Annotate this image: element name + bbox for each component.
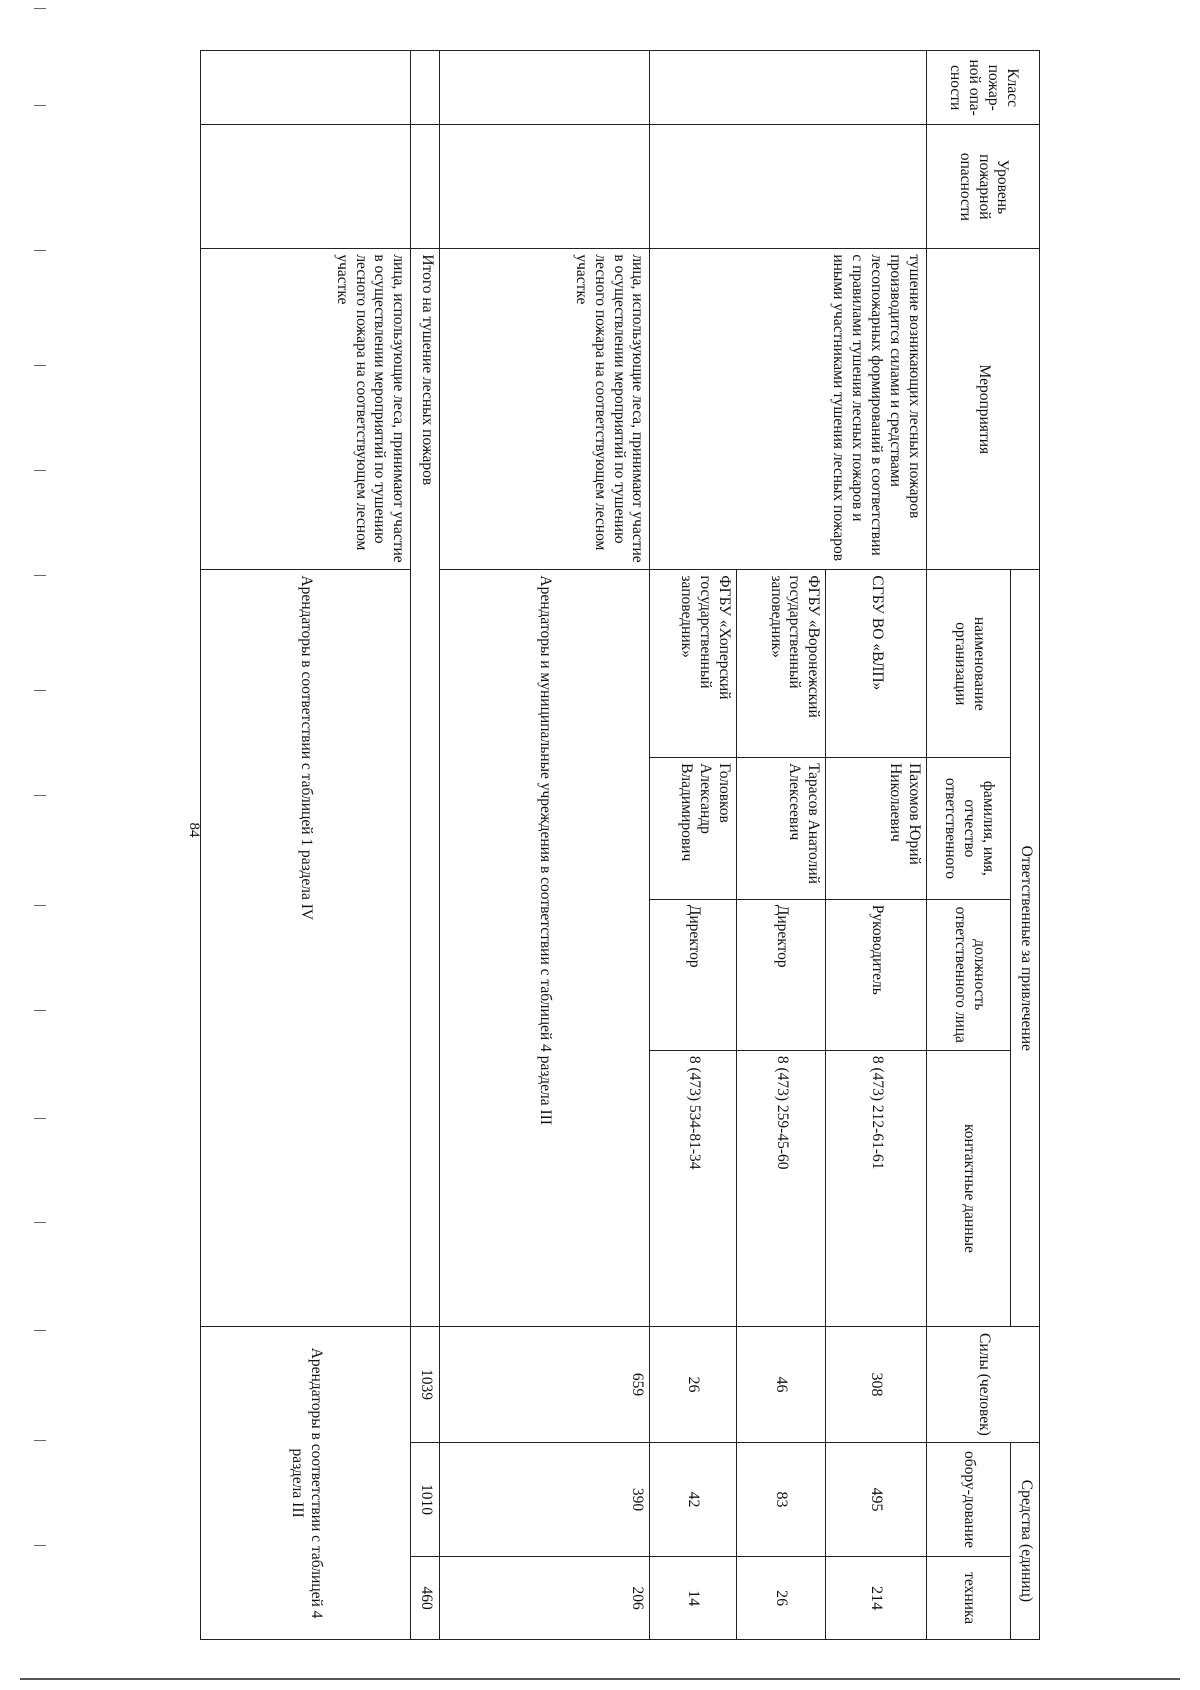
- position-cell: Директор: [650, 899, 736, 1050]
- machinery-cell: 206: [440, 1557, 650, 1640]
- class-cell: [440, 51, 650, 125]
- class-cell: [650, 51, 927, 125]
- table-viewport: [200, 50, 1040, 1640]
- org-cell: ФГБУ «Хоперский государственный заповедник»: [650, 570, 736, 758]
- header-forces: Силы (человек): [927, 1327, 1040, 1443]
- table-row: [826, 51, 927, 1640]
- header-machinery: техника: [927, 1557, 1011, 1640]
- responsible-cell: Арендаторы и муниципальные учреждения в соответствии с таблицей 4 раздела III: [440, 570, 650, 1327]
- person-cell: Тарасов Анатолий Алексеевич: [736, 758, 826, 900]
- measure-cell: лица, использующие леса, принимают участие в осуществлении мероприятий по тушению лесного пожара на соответствующем лесном участке: [440, 249, 650, 570]
- person-cell: Пахомов Юрий Николаевич: [826, 758, 927, 900]
- fire-plan-table: [200, 50, 1040, 1640]
- header-org-name: наименование организации: [927, 570, 1011, 758]
- position-cell: Руководитель: [826, 899, 927, 1050]
- rotated-table-container: [200, 50, 1040, 1640]
- total-equipment: 1010: [411, 1442, 440, 1557]
- equipment-cell: 390: [440, 1442, 650, 1557]
- position-cell: Директор: [736, 899, 826, 1050]
- header-measures: Мероприятия: [927, 249, 1040, 570]
- total-forces: 1039: [411, 1327, 440, 1443]
- responsible-cell: Арендаторы в соответствии с таблицей 1 раздела IV: [201, 570, 411, 1327]
- forces-cell: 46: [736, 1327, 826, 1443]
- table-row: [201, 51, 411, 1640]
- person-cell: Головков Александр Владимирович: [650, 758, 736, 900]
- forces-cell: 308: [826, 1327, 927, 1443]
- equipment-cell: 42: [650, 1442, 736, 1557]
- total-row: [411, 51, 440, 1640]
- org-cell: ФГБУ «Воронежский государственный заповедник»: [736, 570, 826, 758]
- header-responsible: Ответственные за привлечение: [1011, 570, 1040, 1327]
- equipment-cell: 495: [826, 1442, 927, 1557]
- header-position: должность ответственного лица: [927, 899, 1011, 1050]
- measure-cell: тушение возникающих лесных пожаров производится силами и средствами лесопожарных формирований в соответствии с правилами тушения лесных пожаров и иными участниками тушения лесных пожаров: [650, 249, 927, 570]
- header-person-name: фамилия, имя, отчество ответственного: [927, 758, 1011, 900]
- total-label: Итого на тушение лесных пожаров: [411, 249, 440, 1327]
- header-contacts: контактные данные: [927, 1050, 1011, 1326]
- page-number: 84: [186, 822, 202, 838]
- header-means: Средства (единиц): [1011, 1442, 1040, 1639]
- header-level: Уровень пожарной опасности: [927, 125, 1040, 249]
- means-cell: Арендаторы в соответствии с таблицей 4 раздела III: [201, 1327, 411, 1640]
- header-equipment: обору-дование: [927, 1442, 1011, 1557]
- class-cell: [201, 51, 411, 125]
- measure-cell: лица, использующие леса, принимают участие в осуществлении мероприятий по тушению лесного пожара на соответствующем лесном участке: [201, 249, 411, 570]
- class-cell: [411, 51, 440, 125]
- contacts-cell: 8 (473) 259-45-60: [736, 1050, 826, 1326]
- level-cell: [440, 125, 650, 249]
- org-cell: СГБУ ВО «ВЛП»: [826, 570, 927, 758]
- machinery-cell: 14: [650, 1557, 736, 1640]
- machinery-cell: 26: [736, 1557, 826, 1640]
- level-cell: [201, 125, 411, 249]
- contacts-cell: 8 (473) 212-61-61: [826, 1050, 927, 1326]
- scan-bottom-line: [20, 1678, 1180, 1680]
- table-row: [440, 51, 650, 1640]
- scan-edge-marks: [0, 0, 60, 1690]
- equipment-cell: 83: [736, 1442, 826, 1557]
- header-class: Класс пожар-ной опа-сности: [927, 51, 1040, 125]
- level-cell: [650, 125, 927, 249]
- machinery-cell: 214: [826, 1557, 927, 1640]
- level-cell: [411, 125, 440, 249]
- forces-cell: 659: [440, 1327, 650, 1443]
- forces-cell: 26: [650, 1327, 736, 1443]
- total-machinery: 460: [411, 1557, 440, 1640]
- contacts-cell: 8 (473) 534-81-34: [650, 1050, 736, 1326]
